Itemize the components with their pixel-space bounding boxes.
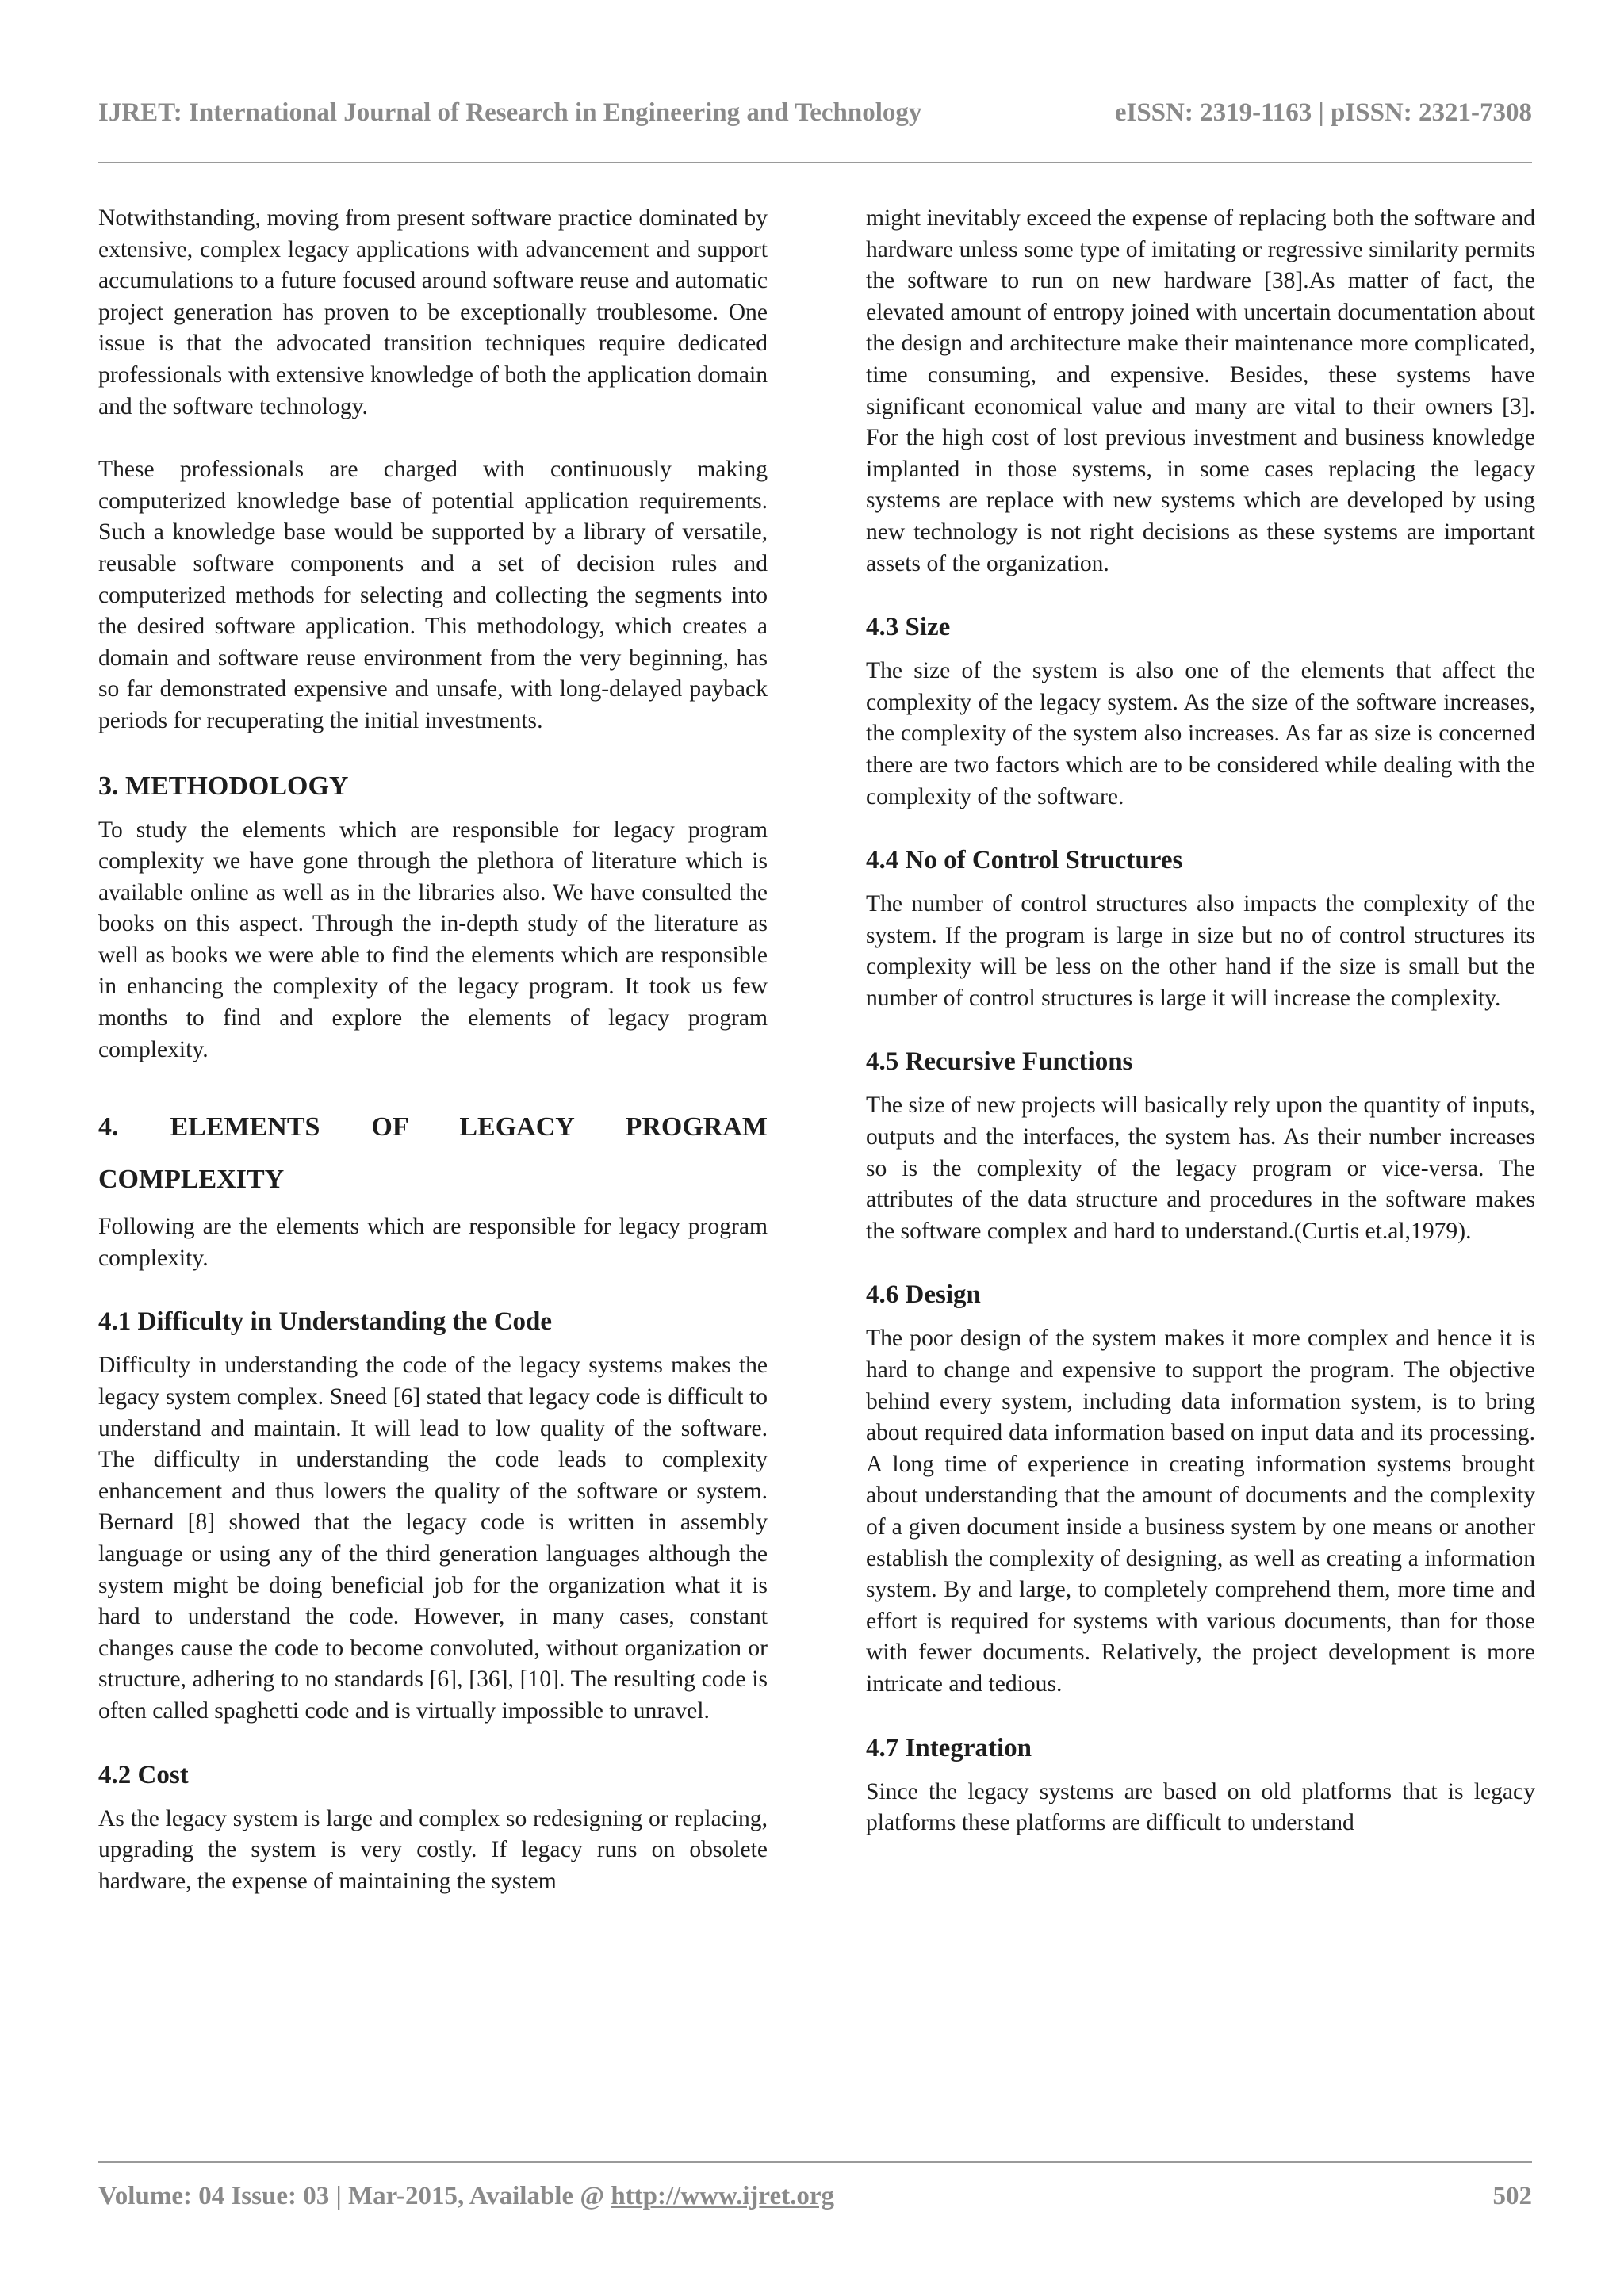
subsection-heading-4-3: 4.3 Size xyxy=(866,613,951,642)
paragraph: As the legacy system is large and complex so redesigning or replacing, upgrading the system is very costly. If legacy runs on obsolete hardware, the expense of maintaining the system xyxy=(98,1805,768,1894)
left-column xyxy=(98,203,768,1897)
footer-volume xyxy=(98,2182,834,2211)
right-column xyxy=(866,203,1535,1839)
subsection-heading-4-2: 4.2 Cost xyxy=(98,1760,189,1789)
paragraph: might inevitably exceed the expense of replacing both the software and hardware unless some type of imitating or regressive similarity permits the software to run on new hardware [38].As matter of fact, the elevated amount of entropy joined with uncertain documentation about the design and architecture make their maintenance more complicated, time consuming, and expensive. Besides, these systems have significant economical value and many are vital to their owners [3]. For the high cost of lost previous investment and business knowledge implanted in those systems, in some cases replacing the legacy systems are replace with new systems which are developed by using new technology is not right decisions as these systems are important assets of the organization. xyxy=(866,205,1535,576)
paragraph: The number of control structures also impacts the complexity of the system. If the program is large in size but no of control structures its complexity will be less on the other hand if the size is small but the number of control structures is large it will increase the complexity. xyxy=(866,891,1535,1011)
volume-info: Volume: 04 Issue: 03 | Mar-2015, Available @ xyxy=(98,2182,611,2210)
paragraph: To study the elements which are responsible for legacy program complexity we have gone through the plethora of literature which is available online as well as in the libraries also. We have consulted the books on this aspect. Through the in-depth study of the literature as well as books we were able to find the elements which are responsible in enhancing the complexity of the legacy program. It took us few months to find and explore the elements of legacy program complexity. xyxy=(98,817,768,1062)
subsection-heading-4-1: 4.1 Difficulty in Understanding the Code xyxy=(98,1307,553,1337)
issn-info: eISSN: 2319-1163 | pISSN: 2321-7308 xyxy=(1114,98,1532,127)
page-number: 502 xyxy=(1492,2182,1532,2210)
paragraph: These professionals are charged with continuously making computerized knowledge base of potential application requirements. Such a knowledge base would be supported by a library of versatile, reusable software components and a set of decision rules and computerized methods for selecting and collecting the segments into the desired software application. This methodology, which creates a domain and software reuse environment from the very beginning, has so far demonstrated expensive and unsafe, with long-delayed payback periods for recuperating the initial investments. xyxy=(98,457,768,733)
paragraph: Notwithstanding, moving from present software practice dominated by extensive, complex legacy applications with advancement and support accumulations to a future focused around software reuse and automatic project generation has proven to be exceptionally troublesome. One issue is that the advocated transition techniques require dedicated professionals with extensive knowledge of both the application domain and the software technology. xyxy=(98,205,768,419)
section-heading-elements-cont: COMPLEXITY xyxy=(98,1165,285,1195)
paragraph: The size of new projects will basically rely upon the quantity of inputs, outputs and the interfaces, the system has. As their number increases so is the complexity of the legacy program or vice-versa. The attributes of the data structure and procedures in the software makes the software complex and hard to understand.(Curtis et.al,1979). xyxy=(866,1093,1535,1244)
journal-title: IJRET: International Journal of Research in Engineering and Technology xyxy=(98,98,922,127)
journal-link[interactable]: http://www.ijret.org xyxy=(611,2182,834,2210)
subsection-heading-4-6: 4.6 Design xyxy=(866,1280,981,1310)
subsection-heading-4-7: 4.7 Integration xyxy=(866,1733,1032,1762)
subsection-heading-4-5: 4.5 Recursive Functions xyxy=(866,1047,1133,1077)
footer-rule xyxy=(98,2161,1532,2163)
section-heading-elements: 4. ELEMENTS OF LEGACY PROGRAM xyxy=(98,1112,768,1142)
running-header xyxy=(98,98,1532,135)
subsection-heading-4-4: 4.4 No of Control Structures xyxy=(866,846,1183,875)
paragraph: Difficulty in understanding the code of the legacy systems makes the legacy system complex. Sneed [6] stated that legacy code is difficult to understand and maintain. It will lead to low quality of the software. The difficulty in understanding the code leads to complexity enhancement and thus lowers the quality of the software or system. Bernard [8] showed that the legacy code is written in assembly language or using any of the third generation languages although the system might be doing beneficial job for the organization what it is hard to understand the code. However, in many cases, constant changes cause the code to become convoluted, without organization or structure, adhering to no standards [6], [36], [10]. The resulting code is often called spaghetti code and is virtually impossible to unravel. xyxy=(98,1353,768,1724)
section-heading-methodology: 3. METHODOLOGY xyxy=(98,771,349,801)
paragraph: Since the legacy systems are based on old platforms that is legacy platforms these platforms are difficult to understand xyxy=(866,1778,1535,1836)
running-footer xyxy=(98,2182,1532,2218)
paragraph: Following are the elements which are responsible for legacy program complexity. xyxy=(98,1214,768,1271)
paragraph: The poor design of the system makes it more complex and hence it is hard to change and expensive to support the program. The objective behind every system, including data information system, is to bring about required data information based on input data and its processing. A long time of experience in creating information systems brought about understanding that the amount of documents and the complexity of a given document inside a business system by one means or another establish the complexity of designing, as well as creating a information system. By and large, to completely comprehend them, more time and effort is required for systems with various documents, than for those with fewer documents. Relatively, the project development is more intricate and tedious. xyxy=(866,1326,1535,1697)
header-rule xyxy=(98,162,1532,163)
paragraph: The size of the system is also one of the elements that affect the complexity of the legacy system. As the size of the software increases, the complexity of the system also increases. As far as size is concerned there are two factors which are to be considered while dealing with the complexity of the software. xyxy=(866,658,1535,809)
